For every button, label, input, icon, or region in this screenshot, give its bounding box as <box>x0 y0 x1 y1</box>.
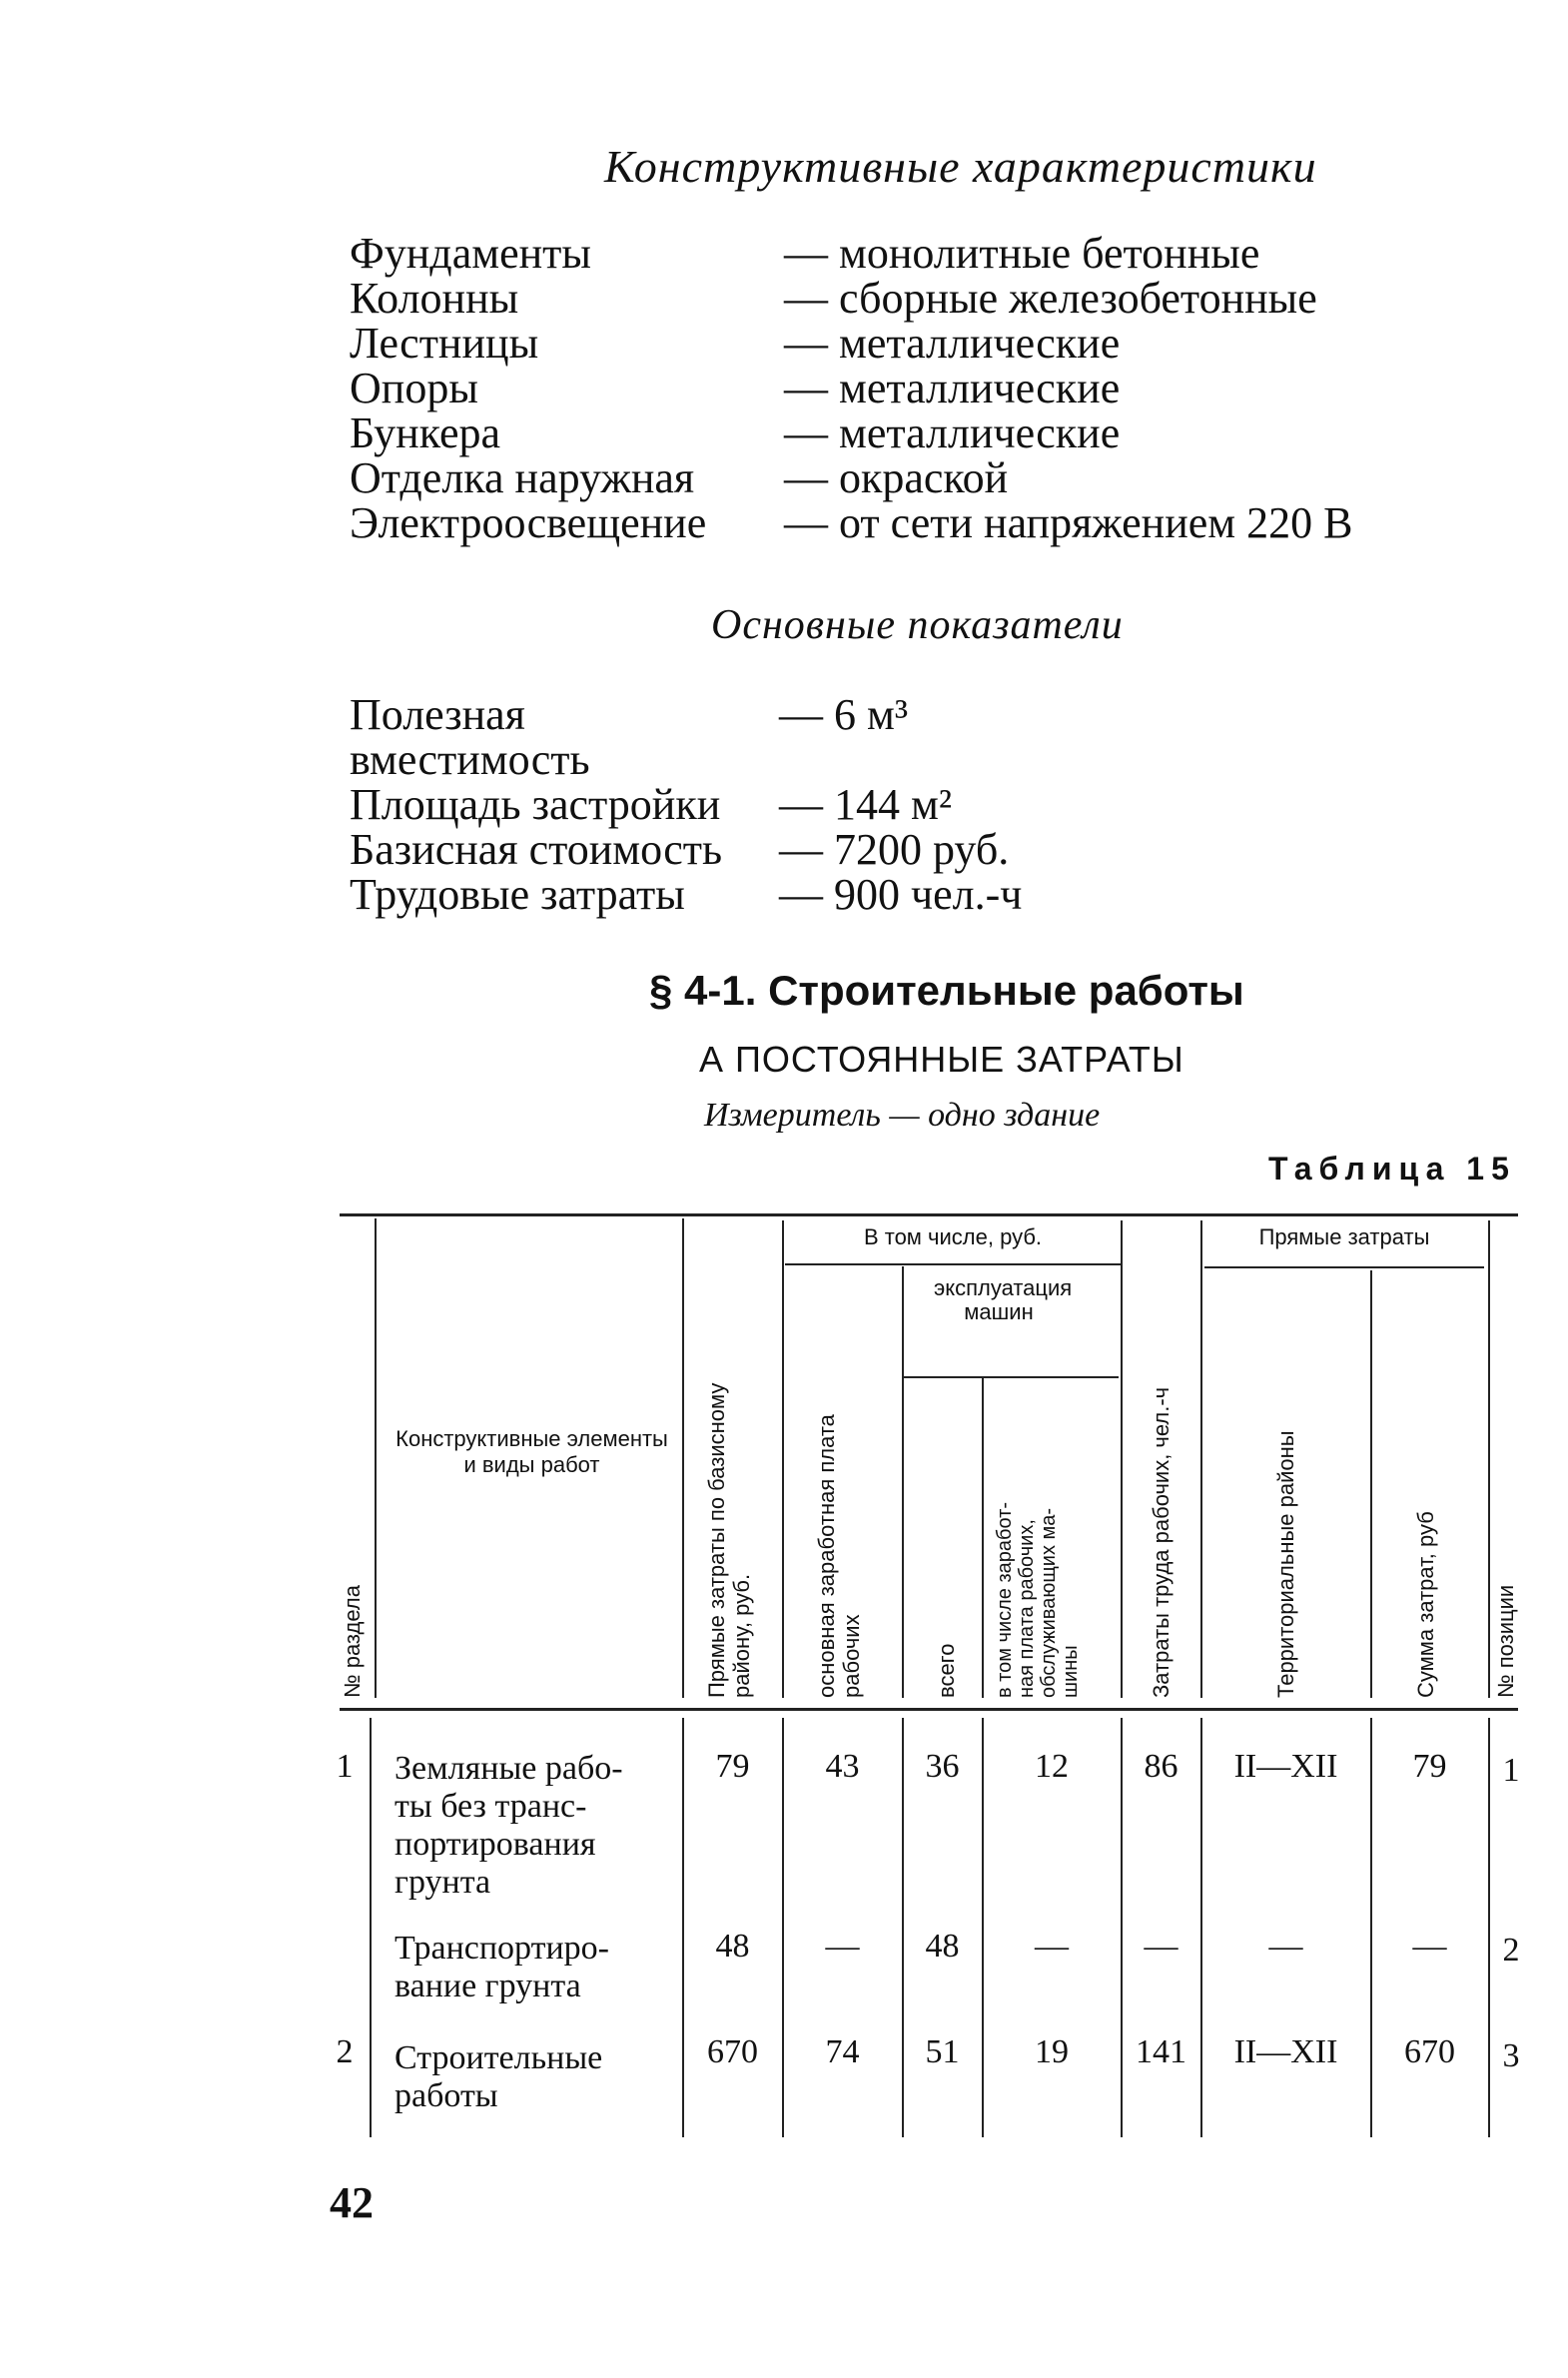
row-work-line: вание грунта <box>394 1968 581 2004</box>
header-direct-costs-1: Прямые затраты по базисному <box>704 1382 729 1698</box>
spec-value-foundations: — монолитные бетонные <box>784 229 1260 278</box>
row-position: 2 <box>1502 1932 1520 1969</box>
ind-value-cost: — 7200 руб. <box>779 825 1010 874</box>
spec-label-lighting: Электроосвещение <box>350 498 707 547</box>
ind-label-capacity: Полезная <box>350 690 525 739</box>
header-direct-costs-2: району, руб. <box>729 1573 754 1698</box>
header-labor: Затраты труда рабочих, чел.-ч <box>1149 1386 1174 1698</box>
row-work-line: работы <box>394 2077 498 2114</box>
header-machines-total: всего <box>934 1643 959 1698</box>
spec-value-finish: — окраской <box>784 453 1009 502</box>
spec-label-stairs: Лестницы <box>350 319 539 368</box>
header-wages-1: основная заработная плата <box>814 1414 839 1698</box>
row-sum: 670 <box>1404 2033 1455 2070</box>
measure-unit: Измеритель — одно здание <box>704 1097 1101 1134</box>
row-sum: — <box>1412 1928 1447 1965</box>
header-sum: Сумма затрат, руб <box>1413 1511 1438 1698</box>
row-direct: 79 <box>715 1748 750 1785</box>
row-regions: — <box>1268 1928 1303 1965</box>
row-machines-wages: — <box>1035 1928 1069 1965</box>
spec-label-supports: Опоры <box>350 364 478 412</box>
row-position: 1 <box>1502 1752 1520 1789</box>
header-machines: эксплуатация машин <box>934 1275 1073 1324</box>
row-wages: 74 <box>825 2033 860 2070</box>
spec-label-bunkers: Бункера <box>350 408 501 457</box>
spec-label-finish: Отделка наружная <box>350 453 695 502</box>
row-work-line: грунта <box>394 1864 491 1901</box>
ind-label-labor: Трудовые затраты <box>350 870 685 919</box>
row-work-line: Транспортиро- <box>394 1930 609 1967</box>
spec-value-bunkers: — металлические <box>784 408 1121 457</box>
specs-title: Конструктивные характеристики <box>604 141 1317 192</box>
spec-label-columns: Колонны <box>350 274 519 323</box>
table-label: Таблица 15 <box>1268 1151 1516 1187</box>
spec-value-stairs: — металлические <box>784 319 1121 368</box>
row-machines-total: 36 <box>925 1748 960 1785</box>
row-direct: 670 <box>707 2033 758 2070</box>
header-machines-wages-2: ная плата рабочих, <box>1016 1519 1038 1698</box>
spec-label-foundations: Фундаменты <box>350 229 591 278</box>
row-machines-wages: 19 <box>1035 2033 1069 2070</box>
row-work-line: Строительные <box>394 2039 603 2076</box>
header-section-no: № раздела <box>340 1585 365 1698</box>
ind-label-capacity-2: вместимость <box>350 735 590 784</box>
row-position: 3 <box>1502 2037 1520 2074</box>
row-labor: — <box>1144 1928 1178 1965</box>
ind-value-labor: — 900 чел.-ч <box>779 870 1023 919</box>
header-machines-wages-3: обслуживающих ма- <box>1038 1507 1060 1698</box>
row-machines-wages: 12 <box>1035 1748 1069 1785</box>
row-section: 1 <box>336 1748 354 1785</box>
row-machines-total: 48 <box>925 1928 960 1965</box>
header-regions: Территориальные районы <box>1273 1430 1298 1698</box>
row-section: 2 <box>336 2033 354 2070</box>
spec-value-lighting: — от сети напряжением 220 В <box>784 498 1353 547</box>
row-regions: II—XII <box>1233 2033 1338 2070</box>
header-machines-wages-1: в том числе заработ- <box>994 1502 1016 1698</box>
header-elements: Конструктивные элементы и виды работ <box>395 1426 668 1477</box>
ind-label-area: Площадь застройки <box>350 780 721 829</box>
header-position-no: № позиции <box>1493 1584 1518 1698</box>
row-sum: 79 <box>1412 1748 1447 1785</box>
row-direct: 48 <box>715 1928 750 1965</box>
row-work-line: ты без транс- <box>394 1788 587 1825</box>
row-wages: — <box>825 1928 860 1965</box>
indicators-title: Основные показатели <box>711 602 1124 648</box>
spec-value-columns: — сборные железобетонные <box>784 274 1317 323</box>
ind-value-area: — 144 м² <box>779 780 953 829</box>
header-including: В том числе, руб. <box>863 1224 1043 1249</box>
page-number: 42 <box>330 2178 374 2227</box>
ind-label-cost: Базисная стоимость <box>350 825 723 874</box>
header-wages-2: рабочих <box>839 1614 864 1698</box>
row-machines-total: 51 <box>925 2033 960 2070</box>
row-labor: 86 <box>1144 1748 1178 1785</box>
ind-value-capacity: — 6 м³ <box>779 690 909 739</box>
section-subtitle: А ПОСТОЯННЫЕ ЗАТРАТЫ <box>699 1039 1184 1080</box>
spec-value-supports: — металлические <box>784 364 1121 412</box>
section-title: § 4-1. Строительные работы <box>649 967 1244 1014</box>
row-work-line: Земляные рабо- <box>394 1750 623 1787</box>
row-regions: II—XII <box>1233 1748 1338 1785</box>
header-machines-wages-4: шины <box>1060 1645 1082 1698</box>
header-direct: Прямые затраты <box>1258 1224 1430 1249</box>
row-labor: 141 <box>1136 2033 1186 2070</box>
row-work-line: портирования <box>394 1826 596 1863</box>
row-wages: 43 <box>825 1748 860 1785</box>
